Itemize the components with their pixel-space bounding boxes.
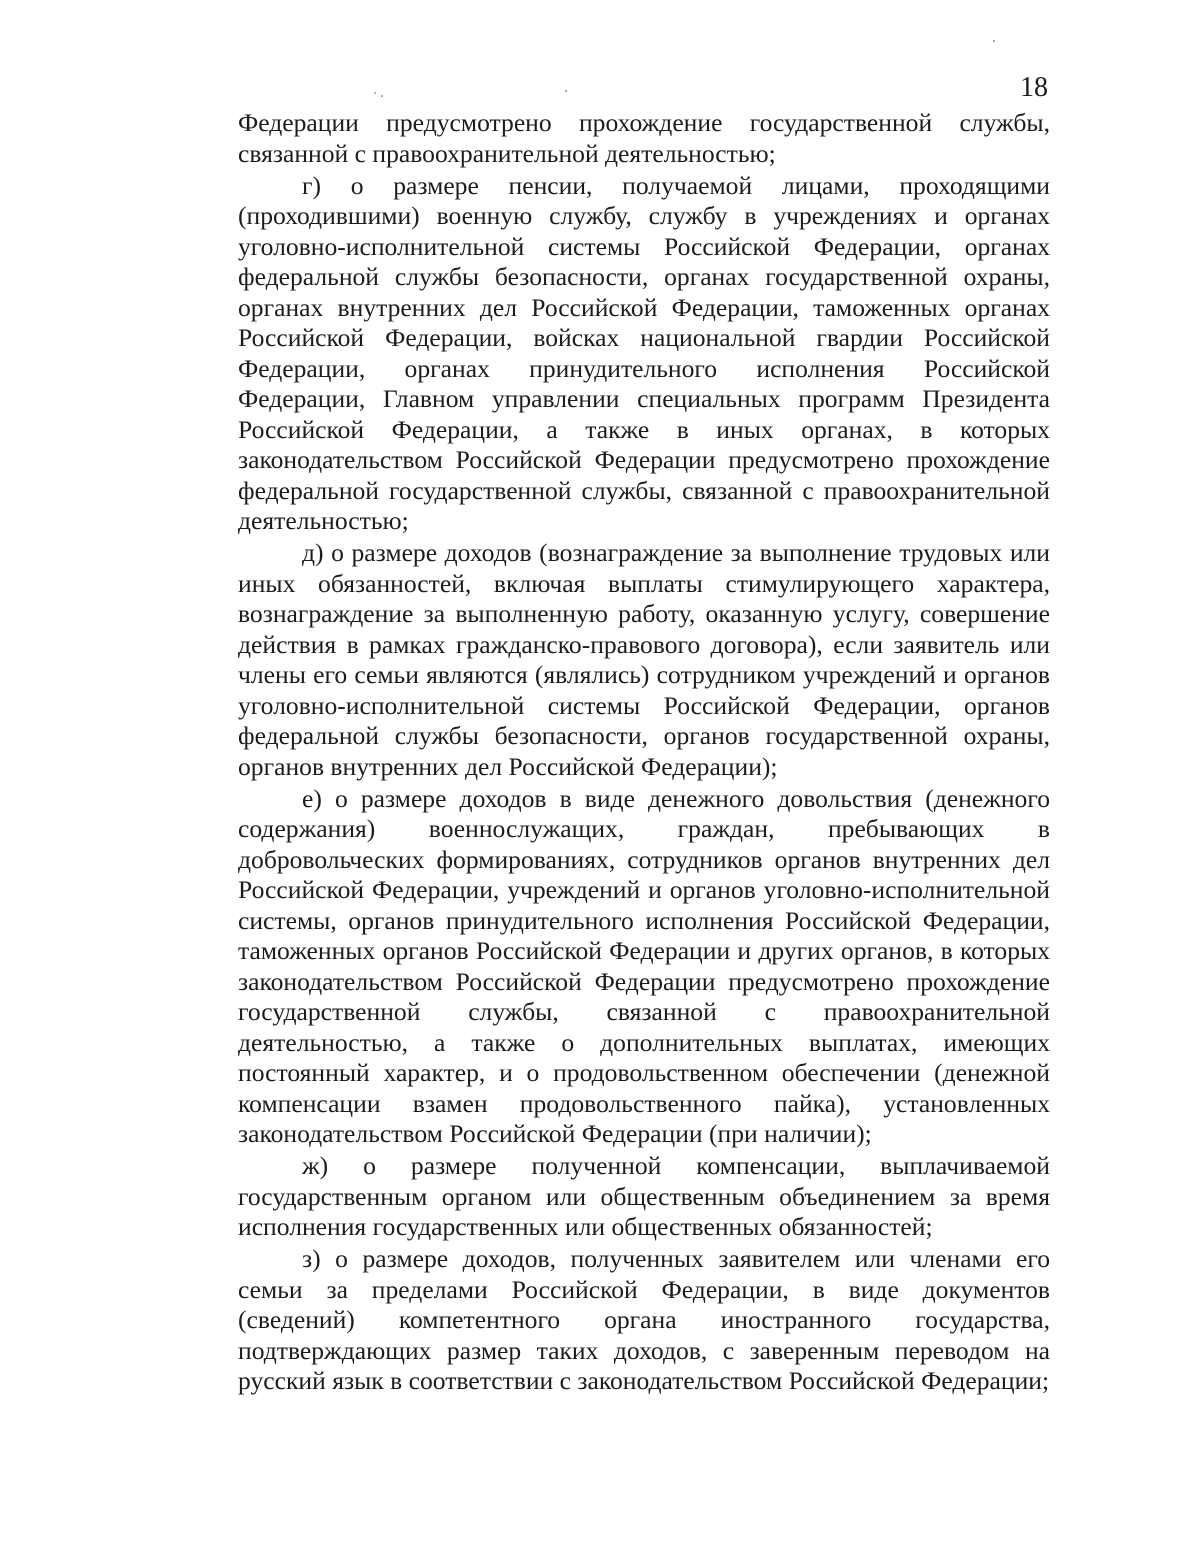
paragraph-item-d: д) о размере доходов (вознаграждение за выполнение трудовых или иных обязанностей, включая выплаты стимулирующего характера, вознаграждение за выполненную работу, оказанную услугу, совершение действия в рамках гражданско-правового договора), если заявитель или члены его семьи являются (являлись) сотрудником учреждений и органов уголовно-исполнительной системы Российской Федерации, органов федеральной службы безопасности, органов государственной охраны, органов внутренних дел Российской Федерации); bbox=[238, 538, 1050, 781]
scan-speck bbox=[565, 90, 567, 92]
document-body bbox=[238, 108, 1050, 1398]
paragraph-item-g: г) о размере пенсии, получаемой лицами, проходящими (проходившими) военную службу, службу в учреждениях и органах уголовно-исполнительной системы Российской Федерации, органах федеральной службы безопасности, органах государственной охраны, органах внутренних дел Российской Федерации, таможенных органах Российской Федерации, войсках национальной гвардии Российской Федерации, органах принудительного исполнения Российской Федерации, Главном управлении специальных программ Президента Российской Федерации, а также в иных органах, в которых законодательством Российской Федерации предусмотрено прохождение федеральной государственной службы, связанной с правоохранительной деятельностью; bbox=[238, 170, 1050, 535]
page-number: 18 bbox=[1020, 72, 1048, 103]
scan-speck bbox=[993, 40, 995, 42]
scan-speck bbox=[374, 92, 376, 94]
paragraph-item-z: з) о размере доходов, полученных заявителем или членами его семьи за пределами Российской Федерации, в виде документов (сведений) компетентного органа иностранного государства, подтверждающих размер таких доходов, с заверенным переводом на русский язык в соответствии с законодательством Российской Федерации; bbox=[238, 1244, 1050, 1395]
paragraph-item-e: е) о размере доходов в виде денежного довольствия (денежного содержания) военнослужащих, граждан, пребывающих в добровольческих формированиях, сотрудников органов внутренних дел Российской Федерации, учреждений и органов уголовно-исполнительной системы, органов принудительного исполнения Российской Федерации, таможенных органов Российской Федерации и других органов, в которых законодательством Российской Федерации предусмотрено прохождение государственной службы, связанной с правоохранительной деятельностью, а также о дополнительных выплатах, имеющих постоянный характер, и о продовольственном обеспечении (денежной компенсации взамен продовольственного пайка), установленных законодательством Российской Федерации (при наличии); bbox=[238, 783, 1050, 1148]
paragraph-continuation: Федерации предусмотрено прохождение государственной службы, связанной с правоохранительной деятельностью; bbox=[238, 108, 1050, 168]
scan-speck bbox=[381, 95, 383, 97]
paragraph-item-zh: ж) о размере полученной компенсации, выплачиваемой государственным органом или общественным объединением за время исполнения государственных или общественных обязанностей; bbox=[238, 1151, 1050, 1241]
